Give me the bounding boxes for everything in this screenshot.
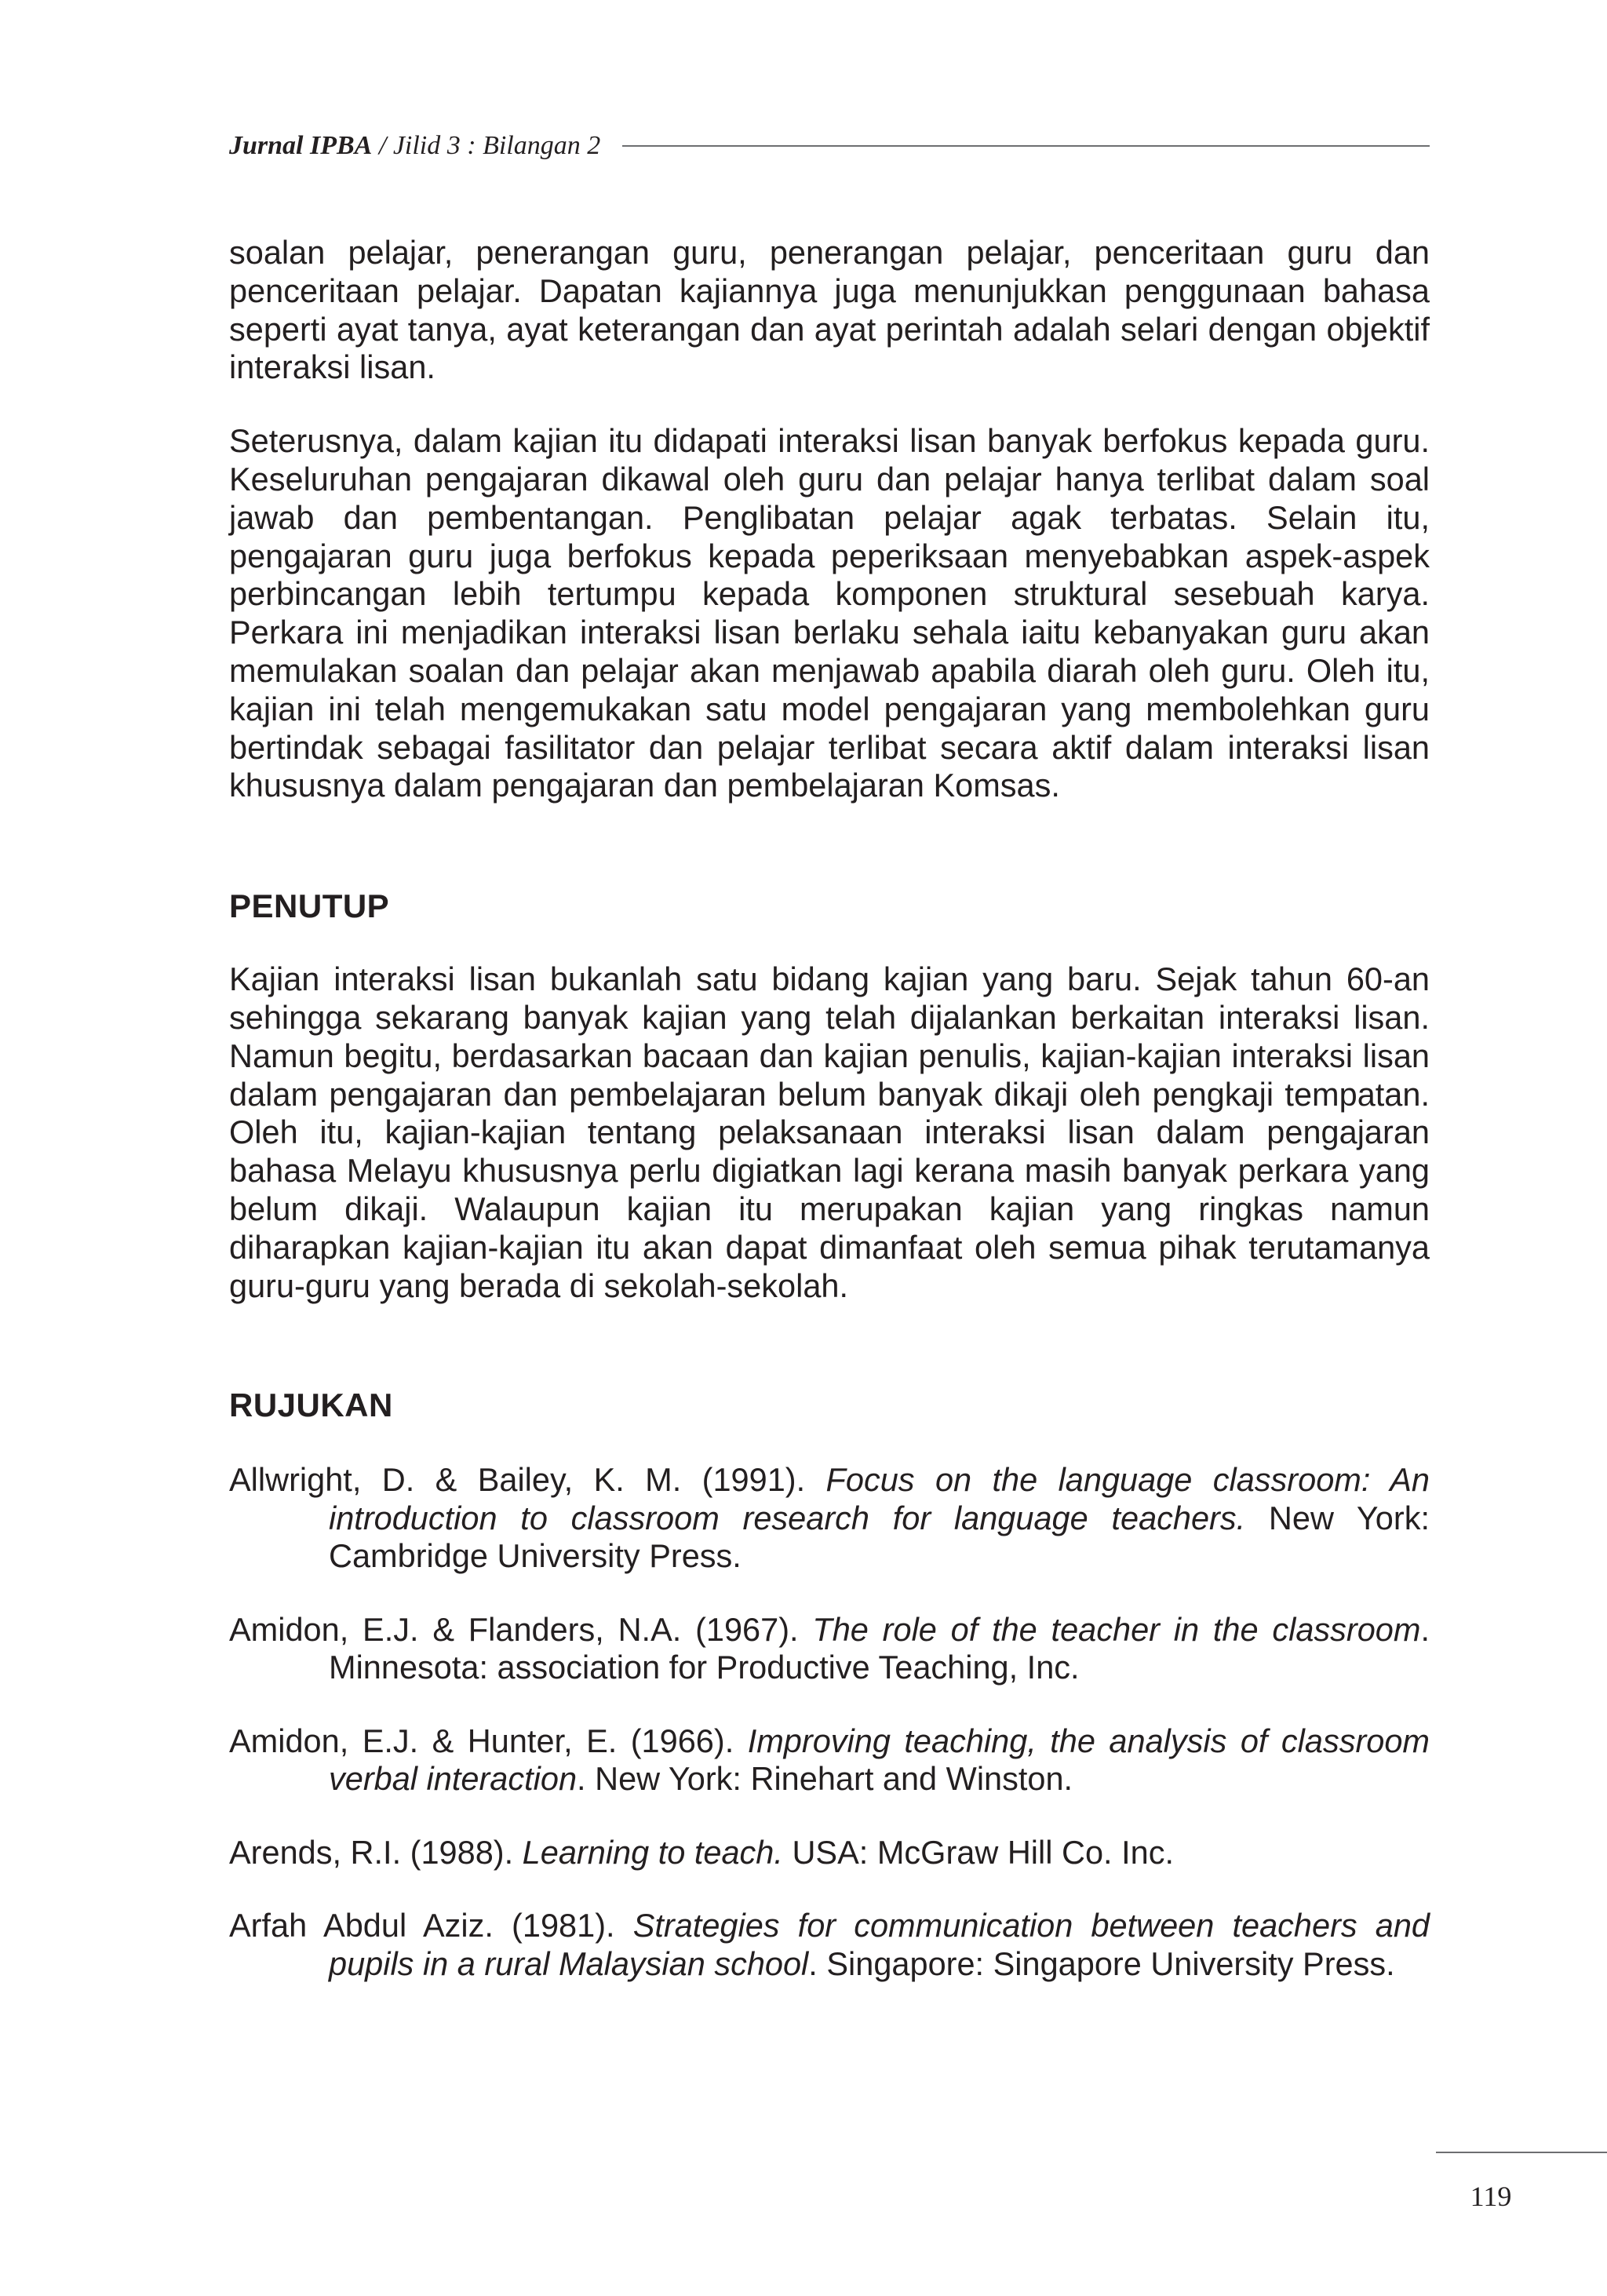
reference-list: [229, 1461, 1430, 1983]
reference-title: The role of the teacher in the classroom: [812, 1610, 1421, 1648]
running-header: [229, 129, 1430, 163]
header-separator: /: [372, 131, 393, 160]
journal-title: [229, 131, 600, 161]
section-heading-rujukan: RUJUKAN: [229, 1387, 393, 1424]
reference-title: Focus on the language classroom: An introduction to classroom research for language teachers.: [329, 1461, 1430, 1536]
reference-title: Improving teaching, the analysis of classroom verbal interaction: [329, 1722, 1430, 1798]
reference-publisher: . New York: Rinehart and Winston.: [577, 1760, 1073, 1798]
reference-entry: [229, 1461, 1430, 1576]
page-number: 119: [1470, 2181, 1512, 2212]
reference-entry: [229, 1722, 1430, 1799]
paragraph-1: soalan pelajar, penerangan guru, penerangan pelajar, penceritaan guru dan penceritaan pelajar. Dapatan kajiannya juga menunjukkan penggunaan bahasa seperti ayat tanya, ayat keterangan dan ayat perintah adalah selari dengan objektif interaksi lisan.: [229, 234, 1430, 386]
paragraph-penutup: Kajian interaksi lisan bukanlah satu bidang kajian yang baru. Sejak tahun 60-an sehingga sekarang banyak kajian yang telah dijalankan berkaitan interaksi lisan. Namun begitu, berdasarkan bacaan dan kajian penulis, kajian-kajian interaksi lisan dalam pengajaran dan pembelajaran belum banyak dikaji oleh pengkaji tempatan. Oleh itu, kajian-kajian tentang pelaksanaan interaksi lisan dalam pengajaran bahasa Melayu khususnya perlu digiatkan lagi kerana masih banyak perkara yang belum dikaji. Walaupun kajian itu merupakan kajian yang ringkas namun diharapkan kajian-kajian itu akan dapat dimanfaat oleh semua pihak terutamanya guru-guru yang berada di sekolah-sekolah.: [229, 960, 1430, 1304]
reference-entry: [229, 1907, 1430, 1983]
reference-authors: Arends, R.I. (1988).: [229, 1833, 523, 1871]
reference-publisher: . Minnesota: association for Productive Teaching, Inc.: [329, 1610, 1430, 1686]
reference-entry: [229, 1611, 1430, 1687]
section-heading-penutup: PENUTUP: [229, 887, 390, 925]
reference-authors: Amidon, E.J. & Hunter, E. (1966).: [229, 1722, 748, 1759]
page-content: [229, 234, 1430, 2018]
header-rule: [622, 145, 1430, 147]
reference-publisher: New York: Cambridge University Press.: [329, 1499, 1430, 1575]
reference-authors: Arfah Abdul Aziz. (1981).: [229, 1907, 633, 1944]
footer-rule: [1436, 2152, 1607, 2153]
reference-title: Strategies for communication between teachers and pupils in a rural Malaysian school: [329, 1907, 1430, 1982]
reference-entry: [229, 1834, 1430, 1872]
reference-authors: Allwright, D. & Bailey, K. M. (1991).: [229, 1461, 826, 1499]
journal-name: Jurnal IPBA: [229, 131, 373, 160]
reference-authors: Amidon, E.J. & Flanders, N.A. (1967).: [229, 1610, 813, 1648]
paragraph-2: Seterusnya, dalam kajian itu didapati interaksi lisan banyak berfokus kepada guru. Keseluruhan pengajaran dikawal oleh guru dan pelajar hanya terlibat dalam soal jawab dan pembentangan. Penglibatan pelajar agak terbatas. Selain itu, pengajaran guru juga berfokus kepada peperiksaan menyebabkan aspek-aspek perbincangan lebih tertumpu kepada komponen struktural sesebuah karya. Perkara ini menjadikan interaksi lisan berlaku sehala iaitu kebanyakan guru akan memulakan soalan dan pelajar akan menjawab apabila diarah oleh guru. Oleh itu, kajian ini telah mengemukakan satu model pengajaran yang membolehkan guru bertindak sebagai fasilitator dan pelajar terlibat secara aktif dalam interaksi lisan khususnya dalam pengajaran dan pembelajaran Komsas.: [229, 422, 1430, 804]
reference-publisher: USA: McGraw Hill Co. Inc.: [782, 1833, 1175, 1871]
reference-publisher: . Singapore: Singapore University Press.: [808, 1944, 1395, 1982]
reference-title: Learning to teach.: [522, 1833, 783, 1871]
journal-issue: Jilid 3 : Bilangan 2: [392, 131, 601, 160]
